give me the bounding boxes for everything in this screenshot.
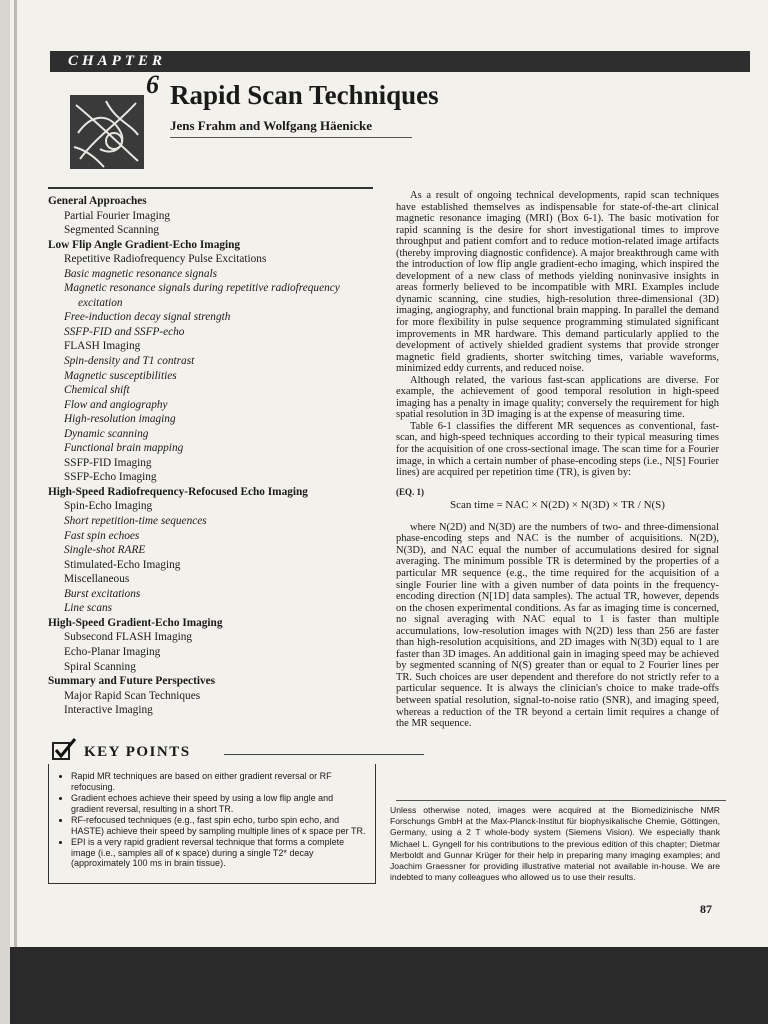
outline-subentry: Major Rapid Scan Techniques [64, 689, 201, 702]
outline-subentry: Chemical shift [64, 384, 130, 397]
outline-subentry: Basic magnetic resonance signals [64, 267, 218, 280]
key-point-item: • Gradient echoes achieve their speed by using a low flip angle and gradient reversal, resulting in a short TR. [71, 793, 367, 814]
checkmark-icon [52, 738, 76, 760]
outline-heading: High-Speed Radiofrequency-Refocused Echo Imaging [48, 485, 308, 498]
body-paragraph: Table 6-1 classifies the different MR sequences as conventional, fast-scan, and high-speed techniques according to their typical measuring times for the acquisition of one cross-sectional image. The scan time for a Fourier image, in which a certain number of phase-encoding steps (i.e., N[S] Fourier lines) are acquired per repetition time (TR), is given by: [396, 420, 719, 479]
outline-subentry: SSFP-Echo Imaging [64, 471, 157, 484]
outline-subentry: Free-induction decay signal strength [64, 311, 231, 324]
outline-subentry: Burst excitations [64, 587, 141, 600]
outline-heading: General Approaches [48, 195, 147, 207]
chapter-outline [48, 194, 378, 718]
outline-heading: High-Speed Gradient-Echo Imaging [48, 616, 223, 629]
outline-subentry: Magnetic susceptibilities [64, 369, 177, 382]
footnote: Unless otherwise noted, images were acquired at the Biomedizinische NMR Forschungs GmbH at the Max-Planck-Institut für biophysikalische Chemie, Göttingen, Germany, using a 2 T whole-body system (Siemens Vision). We especially thank Michael L. Gyngell for his contributions to the previous edition of this chapter; Dietmar Merboldt and Gunnar Krüger for their help in preparing many imaging examples; and Joachim Graessner for providing illustrative material not available in-house. We are indebted to many colleagues who allowed us to use their results. [390, 805, 720, 883]
outline-subentry: Spin-Echo Imaging [64, 500, 153, 513]
outline-subentry: Echo-Planar Imaging [64, 645, 161, 658]
outline-subentry: Fast spin echoes [64, 529, 140, 542]
outline-subentry: Single-shot RARE [64, 544, 146, 557]
outline-subentry: Short repetition-time sequences [64, 515, 207, 528]
outline-subentry: Functional brain mapping [64, 442, 184, 455]
outline-subentry: Spin-density and T1 contrast [64, 355, 195, 368]
footnote-rule [396, 800, 726, 801]
outline-subentry: SSFP-FID Imaging [64, 456, 152, 469]
key-points-title: KEY POINTS [84, 744, 191, 760]
outline-subentry: High-resolution imaging [64, 413, 176, 426]
outline-subentry: Miscellaneous [64, 573, 130, 586]
outline-subentry: Spiral Scanning [64, 660, 136, 673]
page-number: 87 [700, 902, 712, 916]
chapter-logo-icon [70, 95, 144, 169]
key-points-box [48, 764, 376, 884]
outline-subentry: Dynamic scanning [64, 427, 149, 440]
main-text-column [396, 190, 719, 730]
chapter-title: Rapid Scan Techniques [170, 80, 439, 110]
equation: Scan time = NAC × N(2D) × N(3D) × TR / N(S) [450, 499, 665, 512]
outline-heading: Summary and Future Perspectives [48, 675, 216, 688]
chapter-authors: Jens Frahm and Wolfgang Häenicke [170, 118, 373, 133]
chapter-number: 6 [146, 70, 159, 99]
key-point-item: • EPI is a very rapid gradient reversal technique that forms a complete image (i.e., samples all of κ space) during a single T2* decay (approximately 100 ms in brain tissue). [71, 837, 367, 869]
outline-subentry: SSFP-FID and SSFP-echo [64, 325, 185, 338]
body-paragraph: where N(2D) and N(3D) are the numbers of two- and three-dimensional phase-encoding steps and NAC is the number of acquisitions. N(2D), N(3D), and NAC equal the number of accumulations desired for signal averaging. The minimum possible TR is determined by the properties of a particular MR sequence (e.g., the time required for the acquisition of a single Fourier line with a given number of data points in the frequency-encoding direction (N[1D] data samples). The actual TR, however, depends on the chosen experimental conditions. As far as imaging time is concerned, no signal averaging with NAC equal to 1 is faster than multiple accumulations, low-resolution images with N(2D) less than 256 are faster than high-resolution acquisitions, and 2D images with N(3D) equal to 1 are faster than 3D images. An additional gain in imaging speed may be achieved by segmented scanning of N(S) greater than or equal to 2 Fourier lines per TR. Such choices are user dependent and therefore do not strictly refer to a particular sequence. It is always the clinician's choice to make trade-offs between spatial resolution, signal-to-noise ratio (SNR), and imaging speed, whereas a reduction of the TR beyond a certain limit requires a change of the MR sequence. [396, 521, 719, 730]
key-point-item: • Rapid MR techniques are based on either gradient reversal or RF refocusing. [71, 771, 367, 792]
chapter-banner: CHAPTER [50, 51, 750, 72]
outline-subentry: Flow and angiography [64, 398, 168, 411]
body-paragraph: As a result of ongoing technical developments, rapid scan techniques have established themselves as indispensable for state-of-the-art clinical magnetic resonance imaging (MRI) (Box 6-1). The basic motivation for rapid scanning is the desire for short investigational times to improve throughput and patient comfort and to reduce motion-related image artifacts (thereby improving diagnostic confidence). A major breakthrough came with the introduction of low flip angle gradient-echo imaging, which inspired the development of a new class of methods yielding noninvasive insights in areas formerly believed to be incompatible with MRI. Examples include dynamic scanning, cine studies, high-resolution three-dimensional (3D) imaging, angiography, and functional brain mapping. In parallel the demand for more flexibility in pulse sequence programming stimulated significant improvements in MR hardware. This demand particularly applied to the development of actively shielded gradient systems that provide stronger magnetic field gradients, shorter switching times, variable waveforms, minimized eddy currents, and reduced noise. [396, 190, 719, 375]
outline-top-rule [48, 187, 373, 189]
outline-subentry: excitation [78, 296, 123, 309]
outline-subentry: Line scans [64, 602, 113, 615]
body-paragraph: Although related, the various fast-scan applications are diverse. For example, the achievement of good temporal resolution in high-speed imaging has a penalty in image quality; conversely the requirement for high spatial resolution in 3D imaging is at the expense of measuring time. [396, 374, 719, 421]
outline-subentry: Subsecond FLASH Imaging [64, 631, 193, 644]
outline-subentry: Repetitive Radiofrequency Pulse Excitations [64, 253, 267, 266]
page-spine-edge [14, 0, 17, 1024]
outline-subentry: Partial Fourier Imaging [64, 209, 171, 222]
outline-subentry: FLASH Imaging [64, 340, 141, 353]
authors-rule [170, 137, 412, 138]
scanner-shadow-bar [10, 947, 768, 1024]
outline-heading: Low Flip Angle Gradient-Echo Imaging [48, 238, 241, 251]
key-points-title-rule [224, 754, 424, 755]
key-point-item: • RF-refocused techniques (e.g., fast spin echo, turbo spin echo, and HASTE) achieve their speed by sampling multiple lines of κ space per TR. [71, 815, 367, 836]
outline-subentry: Interactive Imaging [64, 704, 153, 717]
outline-subentry: Stimulated-Echo Imaging [64, 558, 181, 571]
equation-label: (EQ. 1) [396, 486, 424, 497]
outline-subentry: Magnetic resonance signals during repetitive radiofrequency [64, 282, 340, 295]
outline-subentry: Segmented Scanning [64, 224, 160, 237]
